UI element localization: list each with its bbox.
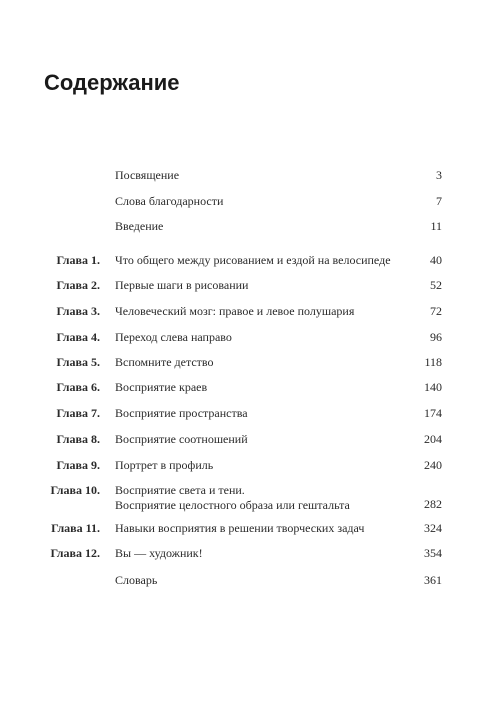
entry-title-line: Вы — художник! xyxy=(115,546,203,560)
page-title: Содержание xyxy=(44,70,180,95)
page-number: 7 xyxy=(436,194,442,208)
entry-title-line: Вспомните детство xyxy=(115,355,214,369)
entry-title-line: Человеческий мозг: правое и левое полушария xyxy=(115,304,355,318)
page-number: 3 xyxy=(436,168,442,182)
entry-title xyxy=(115,355,214,370)
entry-title-line: Портрет в профиль xyxy=(115,458,214,472)
entry-title xyxy=(115,546,203,561)
chapter-number: Глава 8. xyxy=(56,432,100,446)
entry-title-line: Введение xyxy=(115,219,164,233)
entry-title-line: Восприятие целостного образа или гештальта xyxy=(115,498,350,512)
chapter-number: Глава 9. xyxy=(56,458,100,472)
entry-title-line: Восприятие соотношений xyxy=(115,432,248,446)
page-number: 118 xyxy=(424,355,442,369)
entry-title xyxy=(115,219,163,234)
chapter-number: Глава 12. xyxy=(50,546,100,560)
page-number: 96 xyxy=(430,330,442,344)
chapter-number: Глава 5. xyxy=(56,355,100,369)
entry-title xyxy=(115,406,248,421)
entry-title xyxy=(115,483,350,513)
entry-title-line: Слова благодарности xyxy=(115,194,224,208)
entry-title xyxy=(115,168,179,183)
entry-title xyxy=(115,380,207,395)
page-number: 40 xyxy=(430,253,442,267)
page-number: 324 xyxy=(424,521,442,535)
page-number: 282 xyxy=(424,497,442,511)
page-number: 72 xyxy=(430,304,442,318)
page-number: 52 xyxy=(430,278,442,292)
chapter-number: Глава 4. xyxy=(56,330,100,344)
entry-title xyxy=(115,573,157,588)
entry-title xyxy=(115,253,391,268)
chapter-number: Глава 7. xyxy=(56,406,100,420)
entry-title xyxy=(115,458,213,473)
page-number: 354 xyxy=(424,546,442,560)
page-number: 240 xyxy=(424,458,442,472)
chapter-number: Глава 1. xyxy=(56,253,100,267)
chapter-number: Глава 2. xyxy=(56,278,100,292)
entry-title-line: Словарь xyxy=(115,573,158,587)
entry-title-line: Посвящение xyxy=(115,168,180,182)
chapter-number: Глава 11. xyxy=(51,521,100,535)
entry-title xyxy=(115,521,364,536)
entry-title-line: Первые шаги в рисовании xyxy=(115,278,249,292)
entry-title xyxy=(115,194,223,209)
entry-title xyxy=(115,330,232,345)
chapter-number: Глава 6. xyxy=(56,380,100,394)
page-number: 140 xyxy=(424,380,442,394)
entry-title-line: Что общего между рисованием и ездой на велосипеде xyxy=(115,253,391,267)
entry-title-line: Навыки восприятия в решении творческих задач xyxy=(115,521,365,535)
page-number: 204 xyxy=(424,432,442,446)
entry-title xyxy=(115,432,248,447)
entry-title xyxy=(115,304,354,319)
page-number: 174 xyxy=(424,406,442,420)
entry-title-line: Восприятие света и тени. xyxy=(115,483,245,497)
page-number: 11 xyxy=(430,219,442,233)
entry-title-line: Переход слева направо xyxy=(115,330,232,344)
entry-title-line: Восприятие пространства xyxy=(115,406,248,420)
page-number: 361 xyxy=(424,573,442,587)
entry-title xyxy=(115,278,248,293)
chapter-number: Глава 10. xyxy=(50,483,100,497)
chapter-number: Глава 3. xyxy=(56,304,100,318)
entry-title-line: Восприятие краев xyxy=(115,380,208,394)
